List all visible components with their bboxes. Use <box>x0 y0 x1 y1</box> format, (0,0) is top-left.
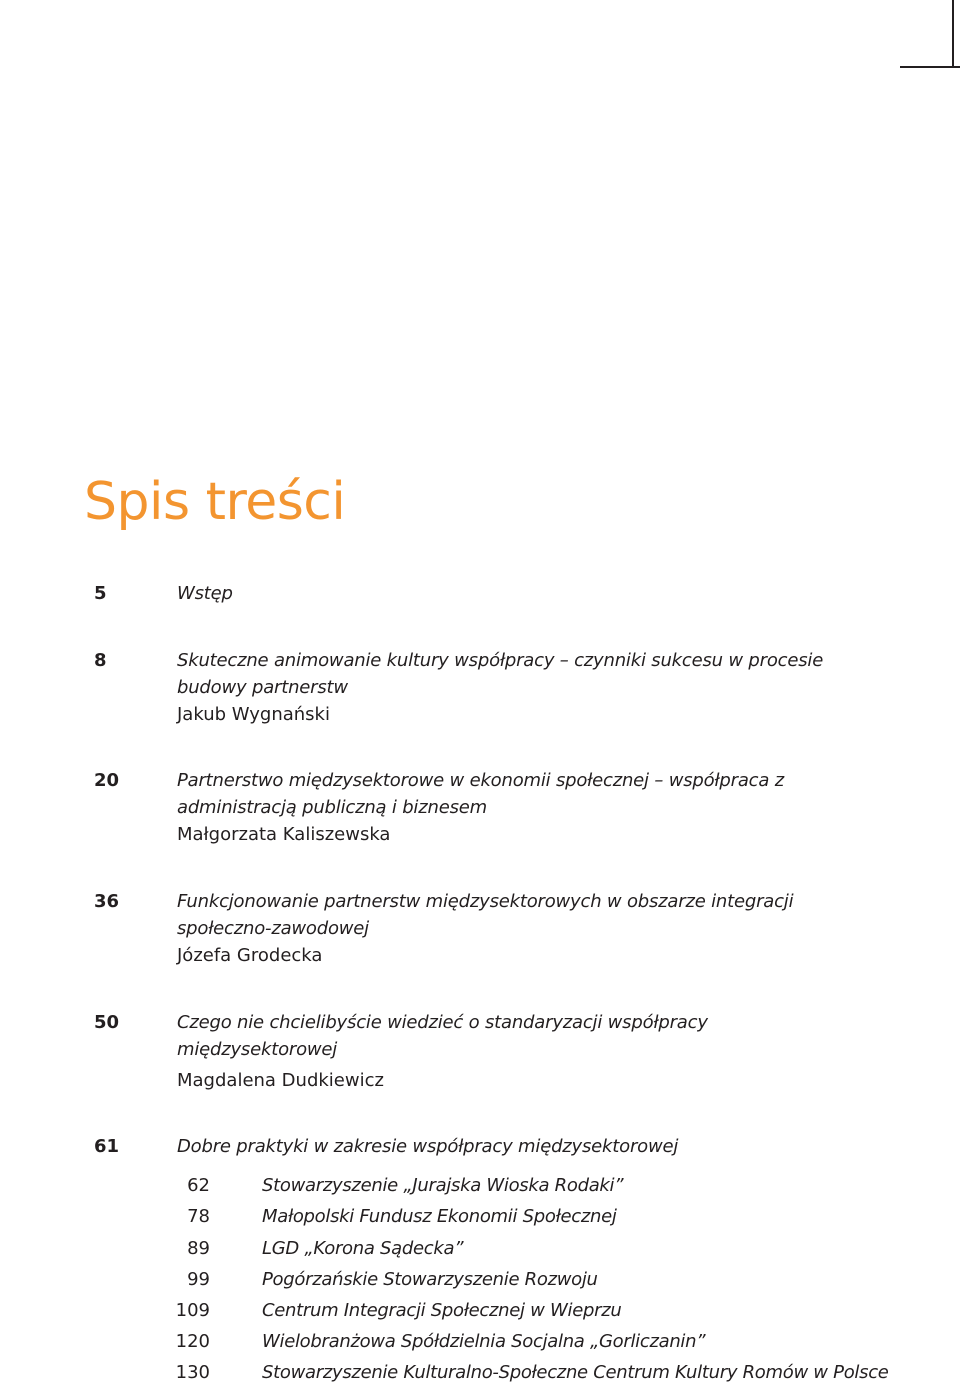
toc-sub-entry <box>0 1327 960 1357</box>
toc-sub-entry-title: Stowarzyszenie Kulturalno-Społeczne Centrum Kultury Romów w Polsce <box>262 1362 889 1383</box>
toc-sub-entry-page: 62 <box>187 1175 210 1196</box>
toc-sub-entry <box>0 1234 960 1264</box>
toc-sub-entry-title: Wielobranżowa Spółdzielnia Socjalna „Gorliczanin” <box>262 1331 706 1352</box>
toc-sub-entry-title: Centrum Integracji Społecznej w Wieprzu <box>262 1300 622 1321</box>
toc-sub-entry-title: Pogórzańskie Stowarzyszenie Rozwoju <box>262 1269 598 1290</box>
toc-entry-page: 8 <box>94 650 107 671</box>
toc-sub-entry-page: 99 <box>187 1269 210 1290</box>
toc-entry-author: Józefa Grodecka <box>177 945 323 966</box>
toc-entry-title: Czego nie chcielibyście wiedzieć o standaryzacji współpracy międzysektorowej <box>177 1012 708 1060</box>
toc-sub-entry <box>0 1296 960 1326</box>
toc-entry-title: Wstęp <box>177 583 233 604</box>
toc-sub-entry-title: Stowarzyszenie „Jurajska Wioska Rodaki” <box>262 1175 624 1196</box>
toc-sub-entry <box>0 1171 960 1201</box>
toc-sub-entry-page: 130 <box>175 1362 210 1383</box>
toc-entry-page: 50 <box>94 1012 120 1033</box>
toc-sub-entry <box>0 1265 960 1295</box>
toc-sub-entry-page: 78 <box>187 1206 210 1227</box>
crop-mark-vertical <box>952 0 954 66</box>
toc-entry-author: Jakub Wygnański <box>177 704 330 725</box>
toc-sub-entry <box>0 1358 960 1388</box>
crop-mark-horizontal <box>900 66 960 68</box>
toc-entry-author: Magdalena Dudkiewicz <box>177 1070 384 1091</box>
toc-sub-entry <box>0 1202 960 1232</box>
page-title: Spis treści <box>84 472 346 532</box>
toc-entry-page: 61 <box>94 1136 120 1157</box>
toc-sub-entry-title: LGD „Korona Sądecka” <box>262 1238 464 1259</box>
toc-entry-title: Funkcjonowanie partnerstw międzysektorowych w obszarze integracji społeczno-zawodowej <box>177 891 794 939</box>
toc-entry-author: Małgorzata Kaliszewska <box>177 824 391 845</box>
toc-sub-entry-page: 109 <box>175 1300 210 1321</box>
toc-entry-page: 20 <box>94 770 120 791</box>
toc-entry-page: 5 <box>94 583 107 604</box>
toc-sub-entry-page: 89 <box>187 1238 210 1259</box>
toc-sub-entry-page: 120 <box>175 1331 210 1352</box>
toc-entry-title: Partnerstwo międzysektorowe w ekonomii społecznej – współpraca z administracją publiczną i biznesem <box>177 770 784 818</box>
toc-sub-entry-title: Małopolski Fundusz Ekonomii Społecznej <box>262 1206 617 1227</box>
toc-entry-title: Skuteczne animowanie kultury współpracy – czynniki sukcesu w procesie budowy partnerstw <box>177 650 824 698</box>
toc-entry-page: 36 <box>94 891 120 912</box>
toc-entry-title: Dobre praktyki w zakresie współpracy międzysektorowej <box>177 1136 679 1157</box>
